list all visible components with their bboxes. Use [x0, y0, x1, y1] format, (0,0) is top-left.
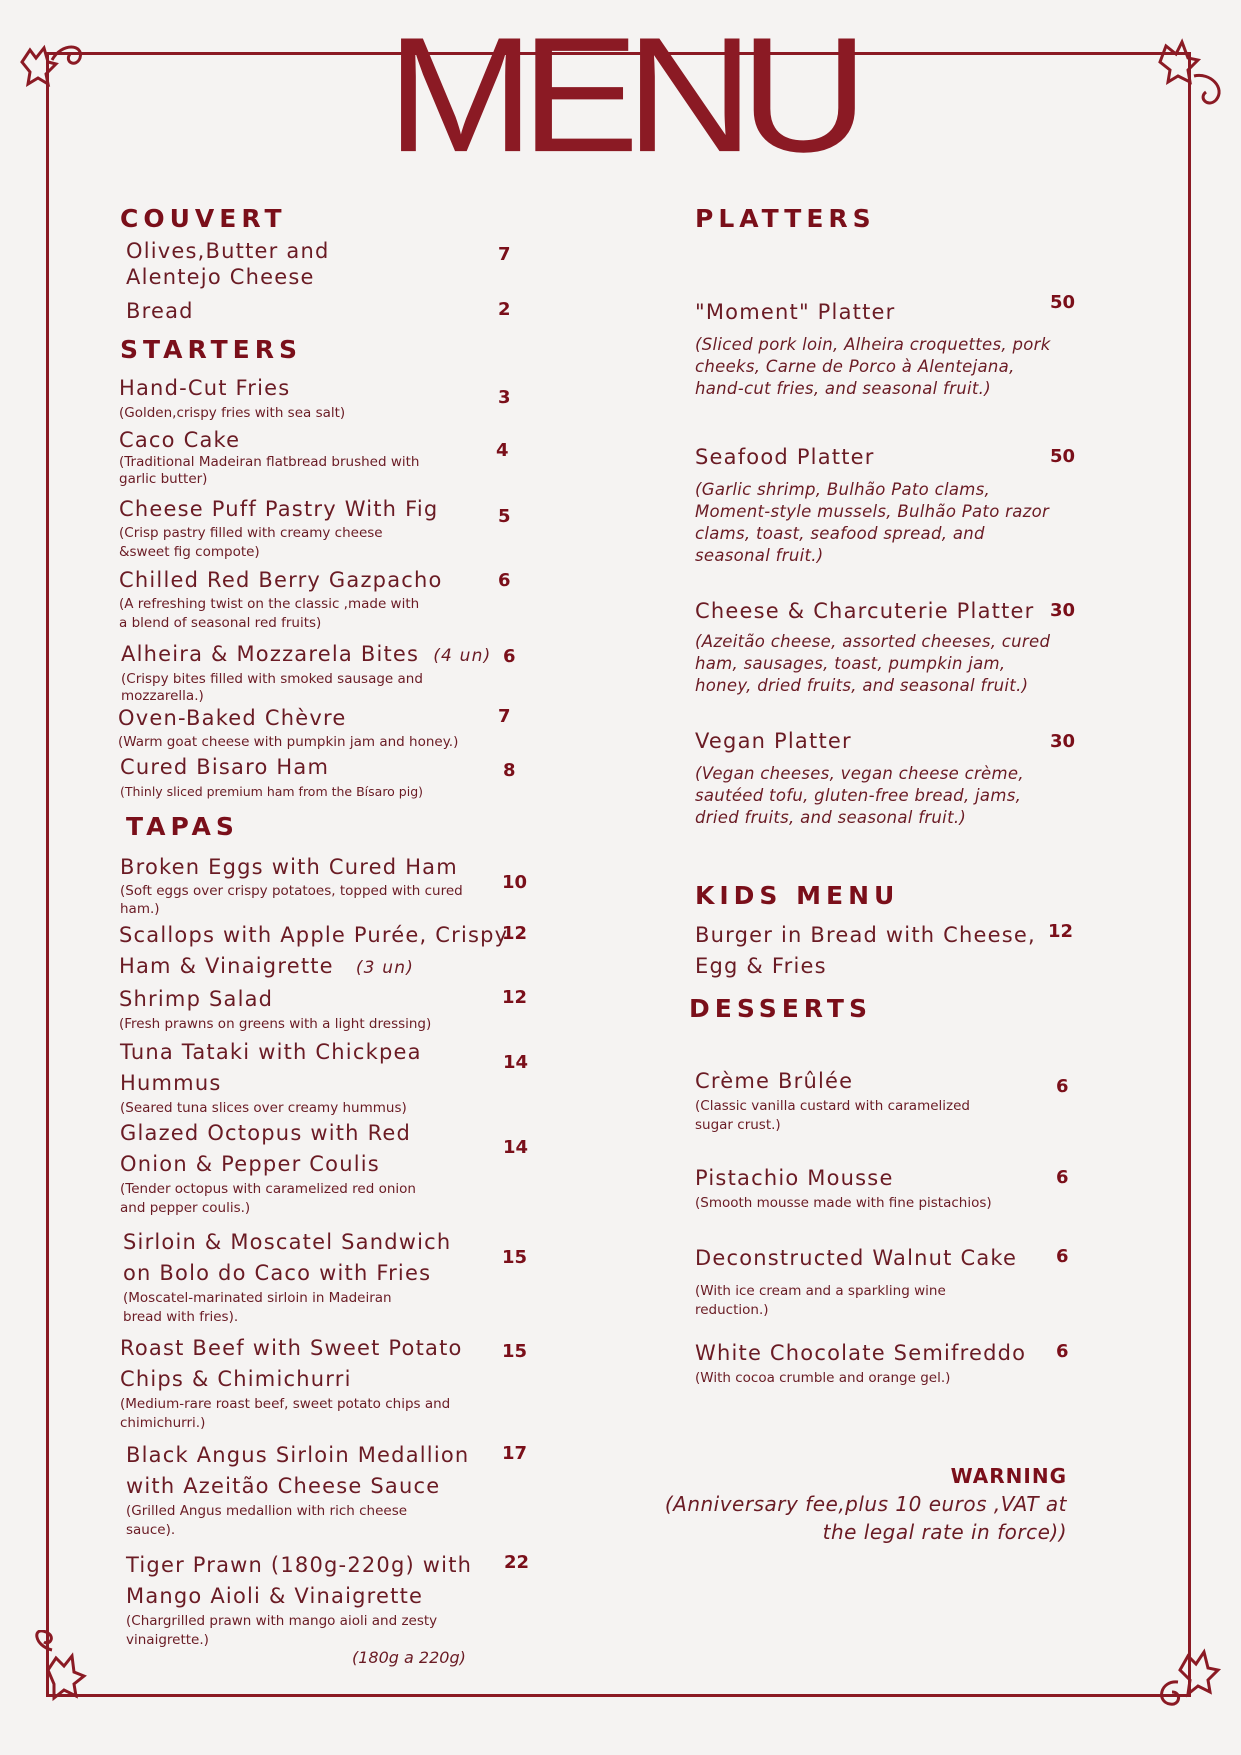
item-description: (Soft eggs over crispy potatoes, topped with cured ham.): [120, 883, 463, 917]
item-description: (Traditional Madeiran flatbread brushed with garlic butter): [119, 454, 420, 487]
item-name: Tuna Tataki with Chickpea Hummus: [120, 1040, 422, 1095]
item-name: [121, 639, 491, 671]
item-name: Black Angus Sirloin Medallion with Azeitão Cheese Sauce: [126, 1443, 470, 1498]
menu-item: [126, 296, 194, 327]
item-price: 8: [503, 760, 516, 781]
vine-leaf-icon: [1150, 1640, 1230, 1720]
item-name: Caco Cake: [119, 428, 241, 452]
item-name: Vegan Platter: [695, 729, 852, 753]
item-price: 12: [502, 923, 528, 944]
item-price: 17: [502, 1443, 528, 1464]
item-description: (Tender octopus with caramelized red onion and pepper coulis.): [120, 1181, 416, 1216]
section-heading-couvert: COUVERT: [120, 204, 287, 233]
item-description: (Thinly sliced premium ham from the Bísaro pig): [120, 784, 424, 799]
warning-title: WARNING: [950, 1464, 1067, 1488]
menu-item: [695, 920, 1036, 982]
item-price: 3: [498, 387, 511, 408]
item-description: (A refreshing twist on the classic ,made with a blend of seasonal red fruits): [119, 596, 420, 631]
item-description: (Golden,crispy fries with sea salt): [119, 405, 346, 421]
item-description: (Crispy bites filled with smoked sausage and mozzarella.): [121, 671, 423, 704]
menu-item: [119, 373, 345, 423]
menu-item: [120, 1333, 463, 1433]
menu-item: [120, 1118, 416, 1218]
item-price: 15: [502, 1247, 528, 1268]
menu-item: [118, 703, 458, 752]
item-price: 30: [1050, 731, 1076, 752]
item-description: (Fresh prawns on greens with a light dressing): [119, 1016, 432, 1032]
item-price: 12: [502, 987, 528, 1008]
menu-item: [126, 238, 329, 290]
item-price: 50: [1050, 292, 1076, 313]
item-name: Pistachio Mousse: [695, 1166, 894, 1190]
item-name: White Chocolate Semifreddo: [695, 1341, 1027, 1365]
item-price: 12: [1048, 921, 1074, 942]
menu-item: [695, 1243, 1017, 1320]
item-name: Tiger Prawn (180g-220g) with Mango Aioli & Vinaigrette: [126, 1553, 473, 1608]
menu-item: [120, 1037, 422, 1118]
item-price: 6: [498, 570, 511, 591]
item-name: [119, 920, 508, 984]
item-name: Seafood Platter: [695, 445, 875, 469]
menu-item: [695, 297, 1051, 400]
item-name: Burger in Bread with Cheese, Egg & Fries: [695, 923, 1036, 978]
item-name: Cured Bisaro Ham: [120, 755, 330, 779]
menu-item: [119, 984, 431, 1034]
item-name: Roast Beef with Sweet Potato Chips & Chimichurri: [120, 1336, 463, 1391]
item-name: Crème Brûlée: [695, 1069, 854, 1093]
item-name: Olives,Butter and Alentejo Cheese: [126, 239, 330, 289]
item-price: 4: [496, 440, 509, 461]
item-name: Shrimp Salad: [119, 987, 274, 1011]
item-description: (Sliced pork loin, Alheira croquettes, pork cheeks, Carne de Porco à Alentejana, hand-cut fries, and seasonal fruit.): [695, 335, 1051, 398]
item-price: 10: [502, 872, 528, 893]
item-name: Oven-Baked Chèvre: [118, 706, 347, 730]
item-price: 6: [1056, 1341, 1069, 1362]
menu-item: [695, 726, 1024, 829]
item-name: Broken Eggs with Cured Ham: [120, 855, 458, 879]
item-name: Sirloin & Moscatel Sandwich on Bolo do Caco with Fries: [123, 1230, 452, 1285]
item-description: (Medium-rare roast beef, sweet potato chips and chimichurri.): [120, 1396, 451, 1431]
menu-item: [119, 565, 443, 633]
menu-item: [119, 494, 438, 562]
item-description: (Crisp pastry filled with creamy cheese &sweet fig compote): [119, 525, 383, 560]
item-price: 14: [503, 1052, 529, 1073]
menu-item: [120, 752, 423, 801]
item-price: 6: [1056, 1167, 1069, 1188]
item-price: 2: [498, 299, 511, 320]
item-description: (Moscatel-marinated sirloin in Madeiran bread with fries).: [123, 1290, 392, 1325]
item-description: (Warm goat cheese with pumpkin jam and honey.): [118, 734, 459, 750]
item-price: 6: [1056, 1076, 1069, 1097]
item-price: 15: [502, 1341, 528, 1362]
menu-item: [695, 1066, 970, 1135]
item-price: 22: [504, 1552, 530, 1573]
item-price: 50: [1050, 446, 1076, 467]
menu-item: [126, 1440, 469, 1540]
item-price: 7: [498, 244, 511, 265]
section-heading-platters: PLATTERS: [695, 204, 876, 233]
item-description: (Grilled Angus medallion with rich cheese sauce).: [126, 1503, 408, 1538]
item-price: 30: [1050, 600, 1076, 621]
menu-item: [119, 426, 419, 488]
item-quantity: (3 un): [355, 958, 415, 978]
item-description: (Chargrilled prawn with mango aioli and zesty vinaigrette.): [126, 1613, 438, 1648]
item-name: Bread: [126, 299, 194, 323]
menu-item: [119, 920, 508, 984]
item-name: Hand-Cut Fries: [119, 376, 291, 400]
item-price: 6: [1056, 1246, 1069, 1267]
section-heading-tapas: TAPAS: [126, 812, 239, 841]
item-name: Deconstructed Walnut Cake: [695, 1246, 1018, 1270]
item-name: "Moment" Platter: [695, 300, 896, 324]
item-description: (Seared tuna slices over creamy hummus): [120, 1100, 407, 1116]
vine-leaf-icon: [28, 1630, 108, 1710]
menu-item: [695, 1338, 1026, 1388]
item-price: 7: [498, 706, 511, 727]
item-description: (Classic vanilla custard with caramelized sugar crust.): [695, 1098, 971, 1133]
item-name: Glazed Octopus with Red Onion & Pepper Coulis: [120, 1121, 412, 1176]
item-name: Cheese Puff Pastry With Fig: [119, 497, 439, 521]
item-price: 14: [503, 1137, 529, 1158]
menu-item: [695, 596, 1050, 697]
menu-item: [121, 639, 491, 705]
item-quantity: (4 un): [433, 646, 492, 666]
item-description: (With ice cream and a sparkling wine reduction.): [695, 1283, 946, 1318]
item-name: Chilled Red Berry Gazpacho: [119, 568, 443, 592]
menu-item: [695, 1163, 992, 1213]
item-price: 6: [503, 646, 516, 667]
warning-text: (Anniversary fee,plus 10 euros ,VAT at the legal rate in force)): [664, 1492, 1067, 1544]
menu-item: [120, 852, 463, 918]
item-name: Cheese & Charcuterie Platter: [695, 599, 1035, 623]
item-description: (Smooth mousse made with fine pistachios): [695, 1195, 992, 1211]
item-name-text: Scallops with Apple Purée, Crispy Ham & Vinaigrette: [119, 923, 509, 978]
page-title: MENU: [386, 2, 855, 187]
section-heading-desserts: DESSERTS: [689, 994, 872, 1023]
menu-item: [123, 1227, 451, 1327]
section-heading-kids-menu: KIDS MENU: [695, 881, 900, 910]
item-description: (Vegan cheeses, vegan cheese crème, sautéed tofu, gluten-free bread, jams, dried fruits, and seasonal fruit.): [695, 764, 1024, 827]
item-name-text: Alheira & Mozzarela Bites: [121, 642, 420, 666]
menu-item: [126, 1550, 472, 1650]
item-description: (Garlic shrimp, Bulhão Pato clams, Moment-style mussels, Bulhão Pato razor clams, toast, seafood spread, and seasonal fruit.): [695, 480, 1050, 565]
item-price: 5: [498, 506, 511, 527]
item-description: (With cocoa crumble and orange gel.): [695, 1370, 951, 1386]
item-description: (Azeitão cheese, assorted cheeses, cured ham, sausages, toast, pumpkin jam, honey, dried fruits, and seasonal fruit.): [695, 632, 1051, 695]
menu-item: [695, 442, 1049, 567]
section-heading-starters: STARTERS: [120, 335, 302, 364]
item-note: (180g a 220g): [352, 1648, 466, 1667]
